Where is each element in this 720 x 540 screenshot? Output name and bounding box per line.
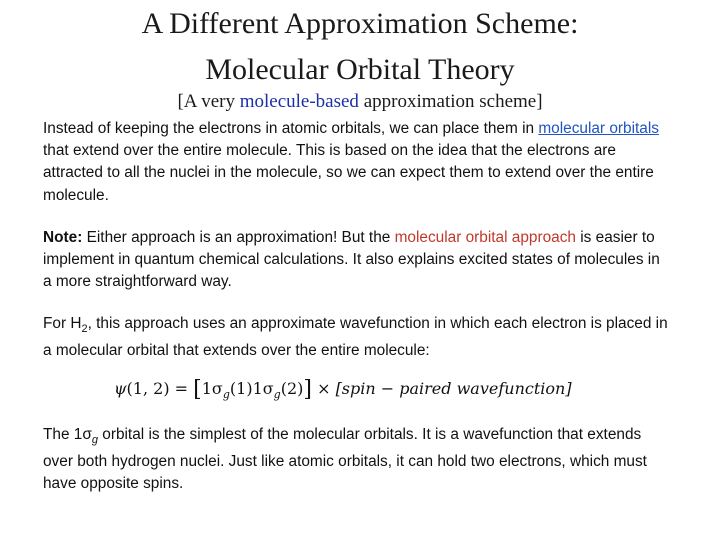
mo-approach-highlight: molecular orbital approach [394, 229, 576, 246]
orbital-2-arg: (2) [280, 379, 304, 398]
orbital-2: 1σ [252, 379, 274, 398]
subtitle [0, 90, 720, 114]
paragraph-h2-text-a: For H [43, 315, 82, 332]
paragraph-intro-text-b: that extend over the entire molecule. This is based on the idea that the electrons are attracted to all the nuclei in the molecule, so we can expect them to extend over the entire molecule. [43, 142, 654, 204]
paragraph-h2-text-b: , this approach uses an approximate wavefunction in which each electron is placed in a molecular orbital that extends over the entire molecule: [43, 315, 668, 360]
bracket-close: ] [303, 377, 312, 402]
paragraph-sigma-text-b: orbital is the simplest of the molecular orbitals. It is a wavefunction that extends over both hydrogen nuclei. Just like atomic orbitals, it can hold two electrons, which must have opposite spins. [43, 426, 647, 493]
orbital-1: 1σ [201, 379, 223, 398]
orbital-1-sub: g [222, 388, 230, 402]
psi-symbol: ψ [114, 379, 127, 398]
h2-subscript: 2 [81, 323, 88, 336]
paragraph-note-text-a: Either approach is an approximation! But the [82, 229, 395, 246]
paragraph-intro [43, 118, 668, 207]
paragraph-intro-text-a: Instead of keeping the electrons in atomic orbitals, we can place them in [43, 120, 539, 137]
paragraph-h2 [43, 313, 668, 362]
title-line-1: A Different Approximation Scheme: [141, 7, 579, 40]
note-label: Note: [43, 229, 83, 246]
paragraph-1sigma-g [43, 424, 668, 496]
subtitle-highlight: molecule-based [239, 91, 359, 112]
wavefunction-equation [114, 374, 594, 410]
sigma-g-subscript: g [91, 434, 98, 447]
bracket-open: [ [193, 377, 202, 402]
subtitle-open: [A very [177, 91, 240, 112]
orbital-1-arg: (1) [229, 379, 253, 398]
molecular-orbitals-link[interactable]: molecular orbitals [538, 120, 659, 137]
spin-part: [spin − paired wavefunction] [335, 379, 572, 398]
subtitle-rest: approximation scheme] [358, 91, 543, 112]
times-symbol: × [311, 379, 336, 398]
orbital-2-sub: g [273, 388, 281, 402]
equation-args: (1, 2) = [126, 379, 194, 398]
paragraph-sigma-text-a: The 1σ [43, 426, 92, 443]
paragraph-note [43, 227, 668, 294]
paragraph-note-text-b: is easier to implement in quantum chemical calculations. It also explains excited states of molecules in a more straightforward way. [43, 229, 660, 291]
title-line-2: Molecular Orbital Theory [205, 53, 515, 86]
